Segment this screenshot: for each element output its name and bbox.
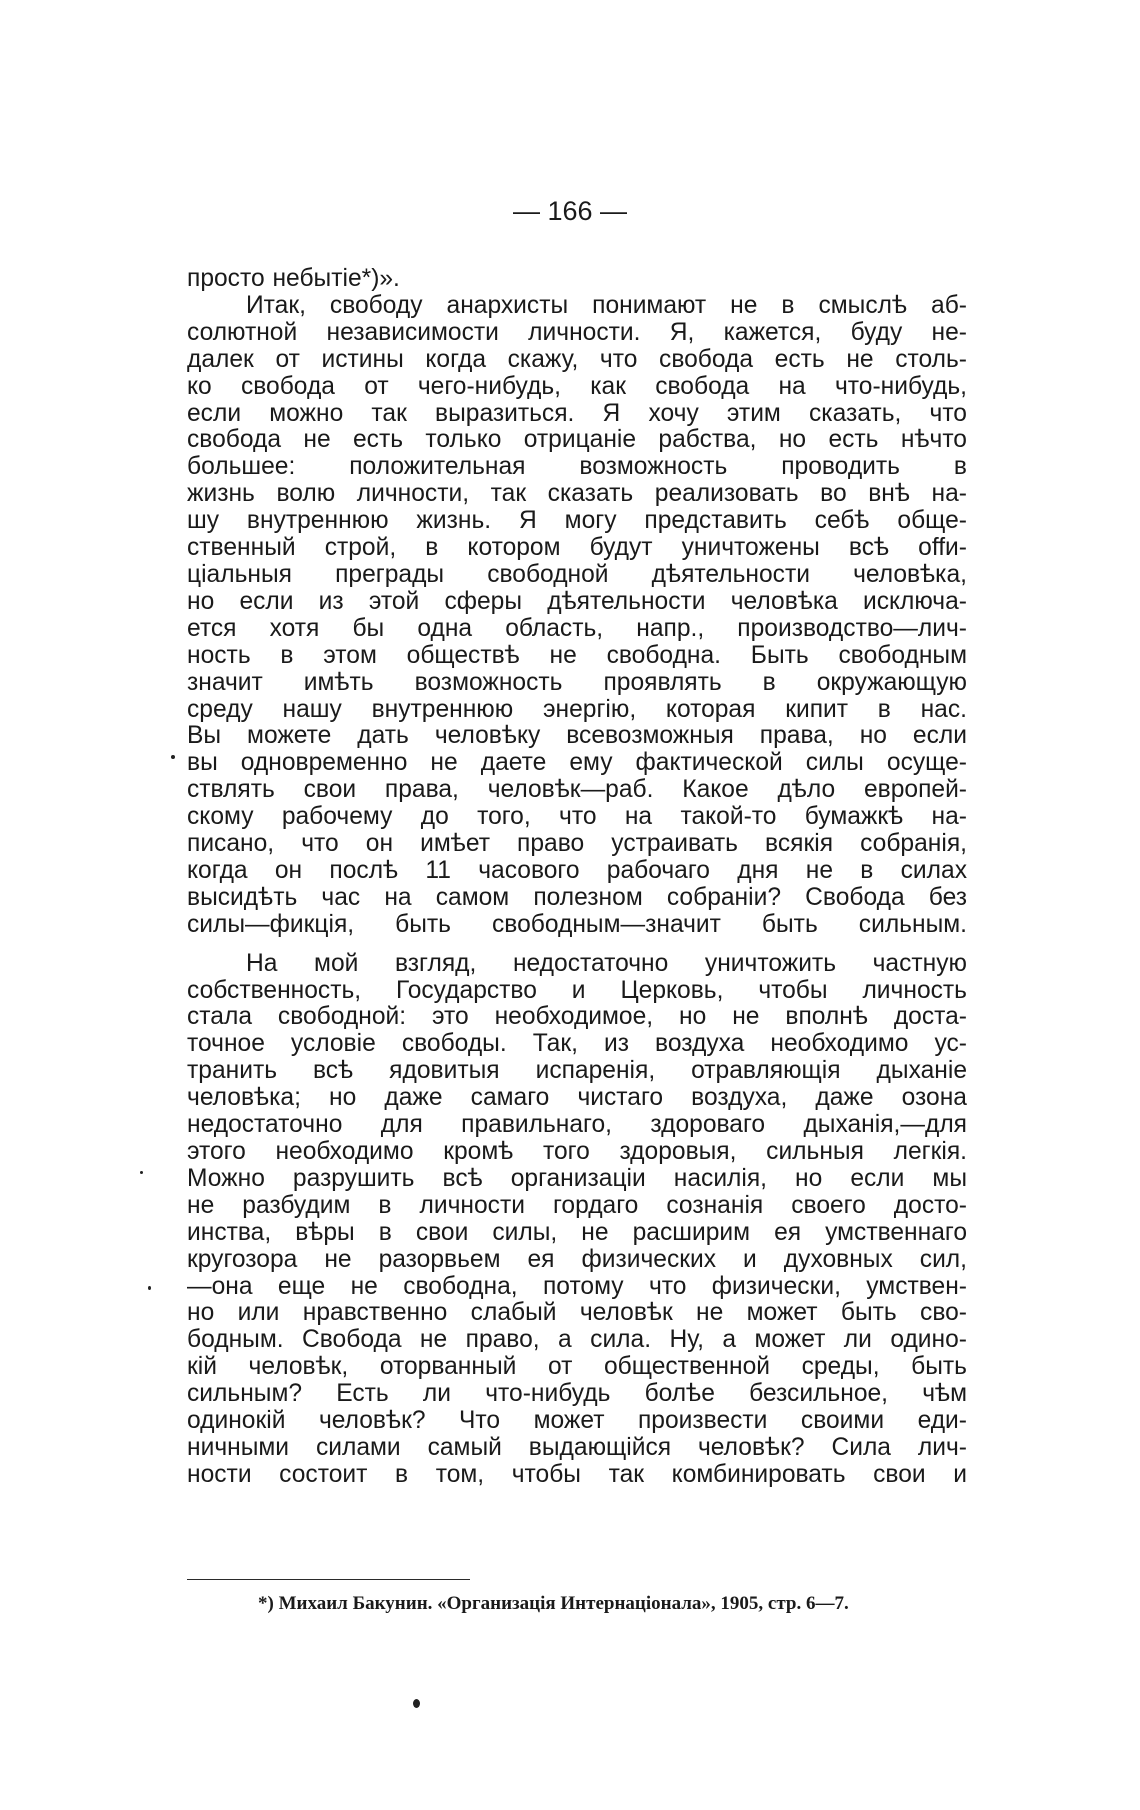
page-number: — 166 — [512,196,628,226]
text-line: большее: положительная возможность проводить в [187,453,967,481]
text-line: бодным. Свобода не право, а сила. Ну, а может ли одино- [187,1326,967,1354]
text-line: кругозора не разорвьем ея физических и духовных сил, [187,1245,967,1273]
text-line: ственный строй, в котором будут уничтожены всѣ offи- [187,534,967,562]
footnote-divider [187,1579,470,1580]
text-line: ности состоит в том, чтобы так комбинировать свои и [187,1460,967,1488]
text-line: стала свободной: это необходимое, но не вполнѣ доста- [187,1003,967,1031]
text-line: не разбудим в личности гордаго сознанія своего досто- [187,1191,967,1219]
text-line: собственность, Государство и Церковь, чтобы личность [187,976,967,1004]
text-line: инства, вѣры в свои силы, не расширим ея умственнаго [187,1218,967,1246]
text-line: ничными силами самый выдающійся человѣк? Сила лич- [187,1433,967,1461]
main-text [187,266,967,1489]
text-line: транить всѣ ядовитыя испаренія, отравляющія дыханіе [187,1057,967,1085]
text-line: Можно разрушить всѣ организаціи насилія, но если мы [187,1164,967,1192]
scan-speck [148,1286,151,1290]
text-line: ціальныя преграды свободной дѣятельности человѣка, [187,560,967,588]
text-line: точное условіе свободы. Так, из воздуха необходимо ус- [187,1030,967,1058]
text-line: Итак, свободу анархисты понимают не в смыслѣ аб- [246,291,967,319]
text-line: но если из этой сферы дѣятельности человѣка исключа- [187,587,967,615]
text-line: но или нравственно слабый человѣк не может быть сво- [187,1299,967,1327]
scan-speck [171,755,175,759]
text-line: когда он послѣ 11 часового рабочаго дня не в силах [187,856,967,884]
text-line: писано, что он имѣет право устраивать всякія собранія, [187,830,967,858]
scan-speck [140,1171,143,1174]
text-line: просто небытіе*)». [187,265,400,292]
text-line: Вы можете дать человѣку всевозможныя права, но если [187,722,967,750]
text-line: значит имѣть возможность проявлять в окружающую [187,668,967,696]
text-line: —она еще не свободна, потому что физически, умствен- [187,1272,967,1300]
text-line: ко свобода от чего-нибудь, как свобода на что-нибудь, [187,372,967,400]
footnote: *) Михаил Бакунин. «Организація Интернаціонала», 1905, стр. 6—7. [258,1593,849,1614]
text-line: этого необходимо кромѣ того здоровыя, сильныя легкія. [187,1138,967,1165]
text-line: ствлять свои права, человѣк—раб. Какое дѣло европей- [187,776,967,804]
text-line: высидѣть час на самом полезном собраніи? Свобода без [187,883,967,911]
text-line: если можно так выразиться. Я хочу этим сказать, что [187,399,967,427]
text-line: далек от истины когда скажу, что свобода есть не столь- [187,345,967,373]
text-line: ется хотя бы одна область, напр., производство—лич- [187,614,967,642]
text-line: ность в этом обществѣ не свободна. Быть свободным [187,641,967,669]
text-line: одинокій человѣк? Что может произвести своими еди- [187,1407,967,1435]
text-line: шу внутреннюю жизнь. Я могу представить себѣ обще- [187,507,967,535]
paragraph-gap [187,939,967,951]
text-line: свобода не есть только отрицаніе рабства, но есть нѣчто [187,426,967,454]
text-line: скому рабочему до того, что на такой-то бумажкѣ на- [187,803,967,831]
text-line: кій человѣк, оторванный от общественной среды, быть [187,1353,967,1381]
text-line: вы одновременно не даете ему фактической силы осуще- [187,749,967,777]
text-line: недостаточно для правильнаго, здороваго дыханія,—для [187,1111,967,1139]
text-line: На мой взгляд, недостаточно уничтожить частную [246,949,967,977]
scan-speck [413,1699,420,1708]
text-line: сильным? Есть ли что-нибудь болѣе безсильное, чѣм [187,1380,967,1408]
text-line: среду нашу внутреннюю энергію, которая кипит в нас. [187,695,967,723]
text-line: жизнь волю личности, так сказать реализовать во внѣ на- [187,480,967,508]
text-line: человѣка; но даже самаго чистаго воздуха, даже озона [187,1084,967,1112]
text-line: солютной независимости личности. Я, кажется, буду не- [187,318,967,346]
text-line: силы—фикція, быть свободным—значит быть сильным. [187,910,967,938]
